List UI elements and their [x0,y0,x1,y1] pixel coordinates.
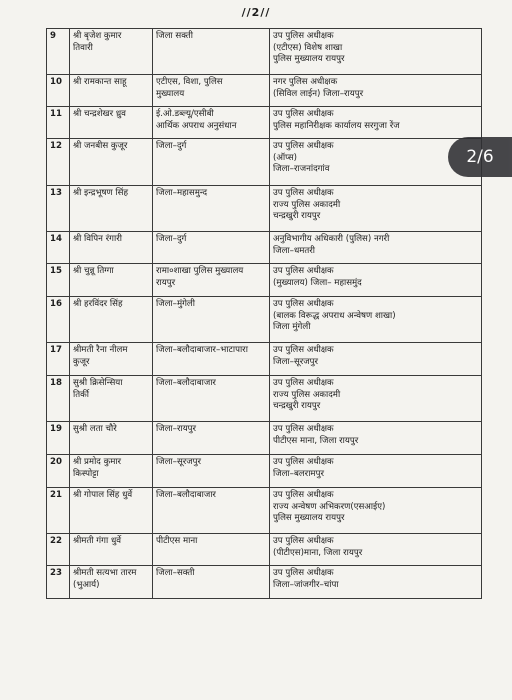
new-posting-line: पुलिस मुख्यालय रायपुर [273,54,345,64]
officer-name-line: श्री जनबीस कुजूर [73,141,128,151]
current-posting-cell [153,232,270,264]
new-posting-line: जिला मुंगेली [273,322,311,332]
new-posting-cell [270,343,482,376]
new-posting-line: जिला–बलरामपुर [273,468,324,479]
new-posting-cell [270,186,482,232]
new-posting-line: (ऑप्स) [273,152,298,163]
officer-name-cell [70,343,153,376]
officer-name-line: श्री रामकान्त साहू [73,77,127,87]
new-posting-line: पुलिस महानिरीक्षक कार्यालय सरगुजा रेंज [273,120,400,131]
new-posting-cell [270,422,482,455]
officer-name-cell [70,107,153,139]
new-posting-line: जिला–जांजगीर–चांपा [273,579,339,590]
current-posting-line: आर्थिक अपराध अनुसंधान [156,120,237,131]
new-posting-cell [270,566,482,599]
officer-name-line: श्री हरविंदर सिंह [73,299,123,309]
new-posting-line: राज्य अन्वेषण अभिकरण(एसआईए) [273,501,386,512]
current-posting-cell [153,29,270,75]
new-posting-cell [270,232,482,264]
serial-number-cell: 18 [47,376,70,422]
current-posting-line: जिला–सक्ती [156,568,195,578]
table-row [47,534,482,566]
current-posting-cell [153,422,270,455]
table-row [47,455,482,488]
current-posting-line: ई.ओ.डब्ल्यू/एसीबी [156,109,214,119]
serial-number-cell: 10 [47,75,70,107]
new-posting-line: उप पुलिस अधीक्षक [273,141,334,151]
new-posting-line: उप पुलिस अधीक्षक [273,568,334,578]
new-posting-line: पुलिस मुख्यालय रायपुर [273,513,345,523]
officer-name-cell [70,488,153,534]
current-posting-cell [153,186,270,232]
officer-name-cell [70,455,153,488]
officer-name-line: तिवारी [73,42,93,53]
new-posting-line: उप पुलिस अधीक्षक [273,424,334,434]
new-posting-line: जिला–राजनांदगांव [273,164,330,174]
new-posting-line: उप पुलिस अधीक्षक [273,266,334,276]
table-row [47,422,482,455]
current-posting-line: जिला–दुर्ग [156,141,187,151]
officer-name-line: श्रीमती गंगा धुर्वे [73,536,122,546]
new-posting-cell [270,488,482,534]
new-posting-line: चन्द्रखुरी रायपुर [273,211,321,221]
current-posting-line: रायपुर [156,277,176,288]
serial-number-cell: 22 [47,534,70,566]
new-posting-line: उप पुलिस अधीक्षक [273,536,334,546]
officer-name-line: श्री चन्द्रशेखर ध्रुव [73,109,126,119]
serial-number-cell: 12 [47,139,70,186]
current-posting-line: जिला–बलौदाबाजार [156,378,216,388]
new-posting-cell [270,264,482,297]
new-posting-cell [270,29,482,75]
serial-number-cell: 20 [47,455,70,488]
current-posting-line: जिला–सूरजपुर [156,457,202,467]
table-row [47,107,482,139]
table-row [47,232,482,264]
officer-name-cell [70,186,153,232]
serial-number-cell: 13 [47,186,70,232]
current-posting-line: जिला–दुर्ग [156,234,187,244]
current-posting-line: जिला–बलौदाबाजार [156,490,216,500]
serial-number-cell: 15 [47,264,70,297]
serial-number-cell: 19 [47,422,70,455]
table-row [47,264,482,297]
table-row [47,376,482,422]
new-posting-cell [270,455,482,488]
current-posting-cell [153,297,270,343]
table-row [47,297,482,343]
officer-name-line: श्री इन्द्रभूषण सिंह [73,188,129,198]
officer-name-line: श्री प्रमोद कुमार [73,457,122,467]
current-posting-cell [153,534,270,566]
current-posting-cell [153,343,270,376]
officer-name-cell [70,264,153,297]
serial-number-cell: 9 [47,29,70,75]
officer-name-line: सुश्री क्रिसेन्सिया [73,378,123,388]
current-posting-line: रामा०शाखा पुलिस मुख्यालय [156,266,244,276]
page-indicator-badge: 2/6 [448,137,512,177]
new-posting-cell [270,376,482,422]
table-row [47,566,482,599]
current-posting-line: जिला–महासमुन्द [156,188,208,198]
new-posting-line: जिला–धमतरी [273,245,316,256]
serial-number-cell: 23 [47,566,70,599]
officer-name-line: श्री विपिन रंगारी [73,234,122,244]
officer-name-cell [70,422,153,455]
officer-name-line: श्री बृजेश कुमार [73,31,122,41]
new-posting-line: राज्य पुलिस अकादमी [273,199,341,210]
officer-name-line: कुजूर [73,356,90,367]
table-row [47,75,482,107]
officer-name-cell [70,75,153,107]
new-posting-line: राज्य पुलिस अकादमी [273,389,341,400]
new-posting-line: जिला–सूरजपुर [273,356,319,367]
new-posting-line: उप पुलिस अधीक्षक [273,299,334,309]
new-posting-line: (सिविल लाईन) जिला–रायपुर [273,88,364,99]
serial-number-cell: 16 [47,297,70,343]
new-posting-line: (एटीएस) विशेष शाखा [273,42,343,53]
table-row [47,139,482,186]
new-posting-line: (बालक विरूद्ध अपराध अन्वेषण शाखा) [273,310,396,321]
current-posting-line: पीटीएस माना [156,536,198,546]
current-posting-line: जिला–रायपुर [156,424,197,434]
current-posting-line: जिला–बलौदाबाजार–भाटापारा [156,345,248,355]
officer-name-line: सुश्री लता चौरे [73,424,117,434]
new-posting-line: उप पुलिस अधीक्षक [273,378,334,388]
current-posting-cell [153,566,270,599]
current-posting-cell [153,264,270,297]
serial-number-cell: 11 [47,107,70,139]
officer-name-line: (भुआर्य) [73,579,100,590]
new-posting-line: अनुविभागीय अधिकारी (पुलिस) नगरी [273,234,390,244]
officer-name-cell [70,139,153,186]
officer-name-cell [70,297,153,343]
current-posting-line: एटीएस, विशा, पुलिस [156,77,223,87]
new-posting-cell [270,534,482,566]
new-posting-line: उप पुलिस अधीक्षक [273,109,334,119]
new-posting-cell [270,75,482,107]
table-row [47,343,482,376]
table-row [47,29,482,75]
officer-name-line: श्रीमती सत्यभा तारम [73,568,137,578]
new-posting-cell [270,107,482,139]
officer-name-line: श्री गोपाल सिंह धुर्वे [73,490,133,500]
page-number: //2// [241,6,271,19]
officer-name-line: श्री चुन्नू तिग्गा [73,266,114,276]
officer-name-cell [70,534,153,566]
officer-name-cell [70,232,153,264]
new-posting-line: उप पुलिस अधीक्षक [273,490,334,500]
current-posting-line: जिला सक्ती [156,31,193,41]
current-posting-cell [153,455,270,488]
new-posting-cell [270,297,482,343]
current-posting-cell [153,376,270,422]
new-posting-line: उप पुलिस अधीक्षक [273,457,334,467]
new-posting-line: (पीटीएस)माना, जिला रायपुर [273,547,363,558]
serial-number-cell: 17 [47,343,70,376]
current-posting-line: जिला–मुंगेली [156,299,195,309]
table-row [47,186,482,232]
new-posting-line: चन्द्रखुरी रायपुर [273,401,321,411]
officer-name-line: श्रीमती रैना नीलम [73,345,128,355]
new-posting-line: नगर पुलिस अधीक्षक [273,77,338,87]
new-posting-line: उप पुलिस अधीक्षक [273,345,334,355]
officer-name-line: किस्पोट्टा [73,468,99,479]
current-posting-cell [153,75,270,107]
officer-name-line: तिर्की [73,389,89,400]
table-row [47,488,482,534]
new-posting-line: उप पुलिस अधीक्षक [273,31,334,41]
transfer-table [46,28,482,599]
current-posting-cell [153,139,270,186]
serial-number-cell: 21 [47,488,70,534]
new-posting-line: (मुख्यालय) जिला– महासमुंद [273,277,362,288]
table-body [47,29,482,599]
current-posting-line: मुख्यालय [156,88,185,99]
current-posting-cell [153,107,270,139]
officer-name-cell [70,29,153,75]
officer-name-cell [70,376,153,422]
current-posting-cell [153,488,270,534]
serial-number-cell: 14 [47,232,70,264]
new-posting-line: पीटीएस माना, जिला रायपुर [273,435,359,446]
officer-name-cell [70,566,153,599]
new-posting-line: उप पुलिस अधीक्षक [273,188,334,198]
